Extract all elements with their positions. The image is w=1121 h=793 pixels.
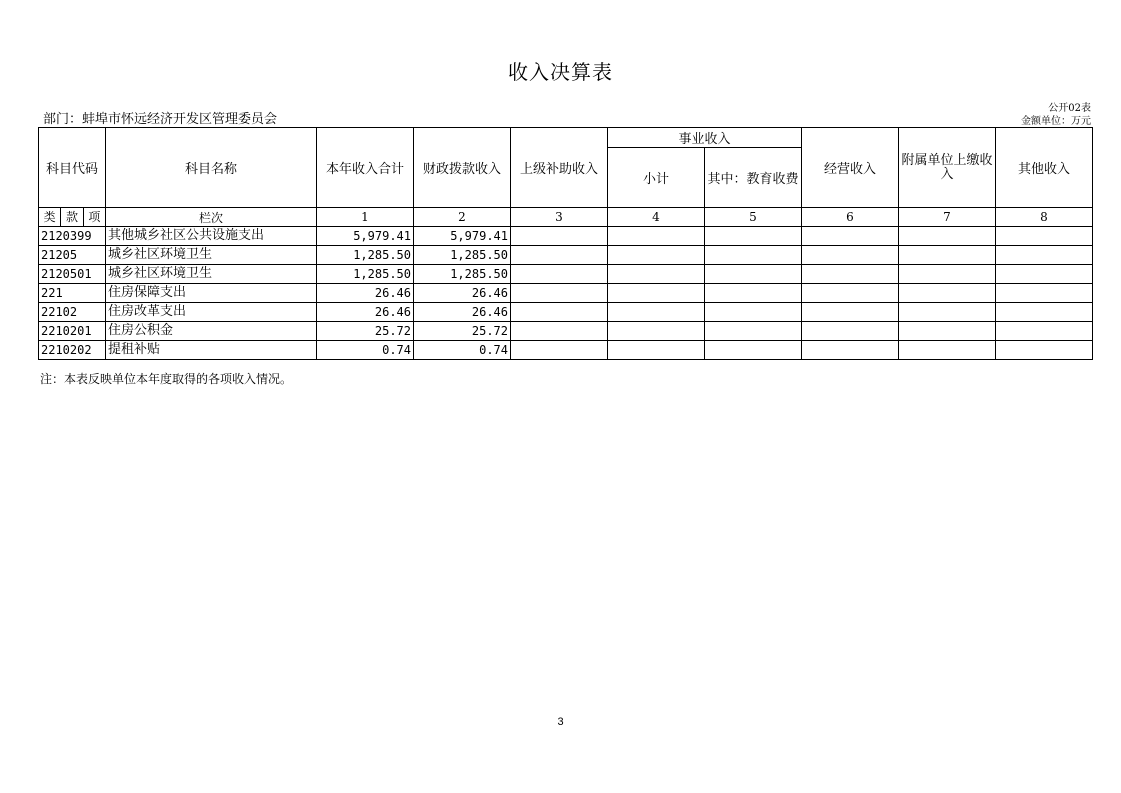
table-row	[39, 341, 1093, 360]
table-note: 注：本表反映单位本年度取得的各项收入情况。	[40, 372, 293, 386]
row-total: 0.74	[317, 341, 414, 360]
row-empty-cell	[608, 341, 705, 360]
table-row	[39, 284, 1093, 303]
row-code: 22102	[39, 303, 106, 322]
lanci-col-5: 5	[705, 208, 802, 227]
row-code: 21205	[39, 246, 106, 265]
lanci-kuan: 款	[60, 208, 82, 226]
row-fiscal: 1,285.50	[414, 246, 511, 265]
header-code: 科目代码	[39, 128, 106, 208]
row-empty-cell	[899, 341, 996, 360]
row-empty-cell	[608, 303, 705, 322]
row-empty-cell	[608, 322, 705, 341]
row-empty-cell	[996, 246, 1093, 265]
page-number: 3	[557, 716, 564, 728]
table-row	[39, 303, 1093, 322]
row-empty-cell	[511, 322, 608, 341]
lanci-col-2: 2	[414, 208, 511, 227]
row-fiscal: 26.46	[414, 303, 511, 322]
row-empty-cell	[899, 246, 996, 265]
row-empty-cell	[511, 227, 608, 246]
lanci-col-6: 6	[802, 208, 899, 227]
table-row	[39, 246, 1093, 265]
row-empty-cell	[705, 227, 802, 246]
row-empty-cell	[802, 322, 899, 341]
form-number: 公开02表	[1048, 103, 1091, 114]
row-empty-cell	[899, 284, 996, 303]
row-code: 221	[39, 284, 106, 303]
row-empty-cell	[511, 265, 608, 284]
lanci-col-8: 8	[996, 208, 1093, 227]
header-subtotal: 小计	[608, 148, 705, 208]
row-code: 2120399	[39, 227, 106, 246]
lanci-category-cell	[39, 208, 106, 227]
lanci-col-4: 4	[608, 208, 705, 227]
row-total: 26.46	[317, 303, 414, 322]
header-business: 事业收入	[608, 128, 802, 148]
header-affiliated: 附属单位上缴收入	[899, 128, 996, 208]
table-row	[39, 322, 1093, 341]
row-empty-cell	[511, 303, 608, 322]
row-empty-cell	[802, 341, 899, 360]
lanci-col-3: 3	[511, 208, 608, 227]
row-code: 2210201	[39, 322, 106, 341]
row-name: 住房公积金	[106, 322, 317, 341]
row-empty-cell	[996, 265, 1093, 284]
row-empty-cell	[705, 322, 802, 341]
row-empty-cell	[705, 303, 802, 322]
header-fiscal: 财政拨款收入	[414, 128, 511, 208]
row-total: 5,979.41	[317, 227, 414, 246]
row-name: 城乡社区环境卫生	[106, 265, 317, 284]
row-empty-cell	[511, 284, 608, 303]
row-empty-cell	[996, 227, 1093, 246]
row-empty-cell	[705, 265, 802, 284]
lanci-lei: 类	[43, 210, 56, 224]
row-fiscal: 1,285.50	[414, 265, 511, 284]
row-name: 其他城乡社区公共设施支出	[106, 227, 317, 246]
row-empty-cell	[608, 227, 705, 246]
row-empty-cell	[996, 303, 1093, 322]
header-name: 科目名称	[106, 128, 317, 208]
row-empty-cell	[996, 284, 1093, 303]
income-report-table	[38, 127, 1093, 360]
row-empty-cell	[802, 265, 899, 284]
row-empty-cell	[802, 246, 899, 265]
header-other: 其他收入	[996, 128, 1093, 208]
row-empty-cell	[705, 284, 802, 303]
lanci-col-7: 7	[899, 208, 996, 227]
row-empty-cell	[802, 227, 899, 246]
lanci-col-1: 1	[317, 208, 414, 227]
table-row	[39, 265, 1093, 284]
lanci-xiang: 项	[83, 208, 105, 226]
row-empty-cell	[899, 227, 996, 246]
row-code: 2120501	[39, 265, 106, 284]
row-empty-cell	[802, 284, 899, 303]
row-empty-cell	[899, 303, 996, 322]
header-operating: 经营收入	[802, 128, 899, 208]
row-fiscal: 5,979.41	[414, 227, 511, 246]
row-fiscal: 25.72	[414, 322, 511, 341]
row-empty-cell	[996, 341, 1093, 360]
row-empty-cell	[705, 246, 802, 265]
row-total: 1,285.50	[317, 246, 414, 265]
row-empty-cell	[705, 341, 802, 360]
row-empty-cell	[608, 246, 705, 265]
header-education: 其中：教育收费	[705, 148, 802, 208]
row-name: 住房保障支出	[106, 284, 317, 303]
header-total: 本年收入合计	[317, 128, 414, 208]
row-empty-cell	[899, 322, 996, 341]
row-name: 提租补贴	[106, 341, 317, 360]
row-empty-cell	[608, 265, 705, 284]
row-empty-cell	[899, 265, 996, 284]
lanci-label: 栏次	[106, 208, 317, 227]
row-total: 26.46	[317, 284, 414, 303]
row-empty-cell	[511, 341, 608, 360]
row-empty-cell	[802, 303, 899, 322]
row-name: 住房改革支出	[106, 303, 317, 322]
row-fiscal: 26.46	[414, 284, 511, 303]
lanci-row	[39, 208, 1093, 227]
row-empty-cell	[511, 246, 608, 265]
row-total: 1,285.50	[317, 265, 414, 284]
row-fiscal: 0.74	[414, 341, 511, 360]
row-code: 2210202	[39, 341, 106, 360]
row-name: 城乡社区环境卫生	[106, 246, 317, 265]
row-empty-cell	[608, 284, 705, 303]
amount-unit: 金额单位：万元	[1021, 116, 1091, 127]
row-total: 25.72	[317, 322, 414, 341]
header-superior: 上级补助收入	[511, 128, 608, 208]
page-title: 收入决算表	[508, 60, 613, 84]
department-label: 部门：蚌埠市怀远经济开发区管理委员会	[43, 112, 278, 127]
table-row	[39, 227, 1093, 246]
row-empty-cell	[996, 322, 1093, 341]
